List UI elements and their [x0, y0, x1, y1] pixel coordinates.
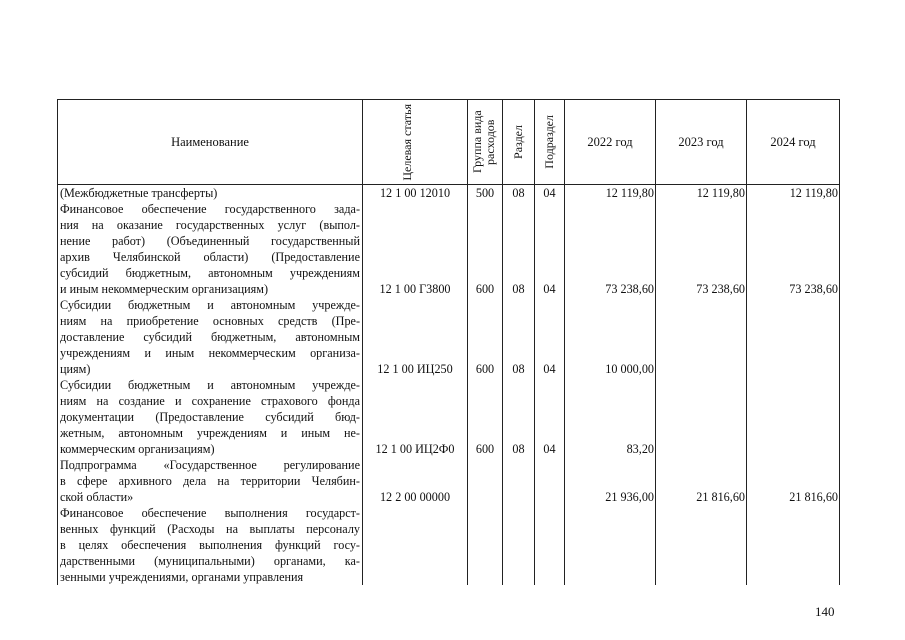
header-subsection: Подраздел: [542, 115, 556, 169]
row-name: [58, 377, 363, 457]
row-amount-2022: 10 000,00: [605, 362, 654, 376]
row-code: 12 1 00 ИЦ250: [377, 362, 453, 376]
row-name: [58, 201, 363, 297]
row-code-cell: [363, 201, 468, 297]
row-name-line: в сфере архивного дела на территории Челябин-: [60, 474, 360, 488]
row-amount-2024: [747, 569, 838, 585]
header-code-cell: [363, 100, 468, 185]
row-code-cell: [363, 377, 468, 457]
row-amount-2023-cell: [656, 505, 747, 585]
row-name-line: циям): [60, 362, 91, 376]
row-subsection-cell: [535, 201, 565, 297]
row-group: [468, 569, 502, 585]
row-amount-2024: 73 238,60: [789, 282, 838, 296]
row-amount-2023: [656, 441, 745, 457]
row-group: 600: [475, 282, 495, 296]
row-subsection: 04: [543, 442, 556, 456]
row-name-line: нение работ) (Объединенный государственный: [60, 234, 360, 248]
budget-table: [57, 99, 840, 585]
row-section-cell: [503, 185, 535, 202]
row-name-line: (Межбюджетные трансферты): [60, 186, 218, 200]
row-section-cell: [503, 297, 535, 377]
row-amount-2022-cell: [565, 297, 656, 377]
row-name-line: ниям на создание и сохранение страхового фонда: [60, 394, 360, 408]
row-subsection: [535, 569, 564, 585]
header-code: Целевая статья: [400, 103, 414, 181]
row-code-cell: [363, 185, 468, 202]
row-amount-2022: 83,20: [626, 442, 654, 456]
row-group: [468, 489, 502, 505]
header-name: Наименование: [58, 100, 363, 185]
row-section: 08: [512, 186, 525, 200]
row-section: 08: [512, 442, 525, 456]
row-name-line: доставление субсидий бюджетным, автономным: [60, 330, 360, 344]
row-code: 12 1 00 12010: [379, 186, 451, 200]
table-row: [58, 185, 840, 202]
row-group-cell: [468, 185, 503, 202]
row-group: 500: [475, 186, 495, 200]
row-name-line: учреждениям и иным некоммерческим организа-: [60, 346, 360, 360]
row-name-line: Субсидии бюджетным и автономным учрежде-: [60, 378, 360, 392]
row-amount-2023-cell: [656, 377, 747, 457]
row-name-line: субсидий бюджетным, автономным учреждениям: [60, 266, 360, 280]
row-amount-2023-cell: [656, 297, 747, 377]
row-amount-2024: [747, 441, 838, 457]
row-name-line: зенными учреждениями, органами управления: [60, 570, 304, 584]
row-amount-2022: 12 119,80: [605, 186, 654, 200]
row-code: 12 1 00 ИЦ2Ф0: [375, 442, 455, 456]
row-name-line: ниям на приобретение основных средств (Пре-: [60, 314, 360, 328]
row-subsection: 04: [543, 186, 556, 200]
row-section: [503, 489, 534, 505]
row-amount-2024-cell: [747, 201, 840, 297]
header-subsection-cell: [535, 100, 565, 185]
row-amount-2024-cell: [747, 297, 840, 377]
row-name-line: Финансовое обеспечение государственного зада-: [60, 202, 360, 216]
row-name-line: дарственными (муниципальными) органами, ка-: [60, 554, 360, 568]
row-code: 12 2 00 00000: [379, 490, 451, 504]
header-group-cell: [468, 100, 503, 185]
table-row: [58, 297, 840, 377]
row-amount-2024-cell: [747, 377, 840, 457]
row-name: [58, 457, 363, 505]
table-header: [58, 100, 840, 185]
row-amount-2022-cell: [565, 185, 656, 202]
row-section: [503, 569, 534, 585]
row-name-line: коммерческим организациям): [60, 442, 215, 456]
row-section-cell: [503, 201, 535, 297]
row-name-line: документации (Предоставление субсидий бюд-: [60, 410, 360, 424]
row-name-line: ния на оказание государственных услуг (выпол-: [60, 218, 360, 232]
row-subsection: 04: [543, 282, 556, 296]
row-group: 600: [475, 442, 495, 456]
header-group: Группа вида расходов: [470, 110, 497, 174]
row-amount-2023: 12 119,80: [696, 186, 745, 200]
row-amount-2022-cell: [565, 505, 656, 585]
row-subsection-cell: [535, 505, 565, 585]
row-subsection-cell: [535, 457, 565, 505]
row-code-cell: [363, 297, 468, 377]
row-group-cell: [468, 377, 503, 457]
header-section: Раздел: [511, 125, 525, 159]
row-amount-2022-cell: [565, 457, 656, 505]
row-name-line: и иным некоммерческим организациям): [60, 282, 269, 296]
row-amount-2024-cell: [747, 185, 840, 202]
header-2022: 2022 год: [565, 100, 656, 185]
row-section-cell: [503, 377, 535, 457]
table-row: [58, 377, 840, 457]
row-amount-2022: 73 238,60: [605, 282, 654, 296]
table-row: [58, 457, 840, 505]
row-subsection-cell: [535, 377, 565, 457]
row-name-line: архив Челябинской области) (Предоставление: [60, 250, 360, 264]
row-group-cell: [468, 457, 503, 505]
row-amount-2024: 21 816,60: [789, 490, 838, 504]
row-amount-2023: 73 238,60: [696, 282, 745, 296]
row-amount-2022-cell: [565, 201, 656, 297]
row-group: 600: [475, 362, 495, 376]
row-amount-2023: [656, 569, 745, 585]
row-amount-2024: [747, 361, 838, 377]
row-subsection-cell: [535, 297, 565, 377]
row-section-cell: [503, 457, 535, 505]
row-amount-2022: [565, 569, 654, 585]
row-amount-2024: 12 119,80: [789, 186, 838, 200]
header-section-cell: [503, 100, 535, 185]
row-name-line: ской области»: [60, 490, 134, 504]
row-name-line: Субсидии бюджетным и автономным учрежде-: [60, 298, 360, 312]
table-row: [58, 201, 840, 297]
row-name-line: Подпрограмма «Государственное регулирование: [60, 458, 360, 472]
row-name-line: Финансовое обеспечение выполнения государст-: [60, 506, 360, 520]
row-amount-2023-cell: [656, 457, 747, 505]
header-2023: 2023 год: [656, 100, 747, 185]
row-name: [58, 297, 363, 377]
row-subsection-cell: [535, 185, 565, 202]
table-body: [58, 185, 840, 586]
row-amount-2023-cell: [656, 201, 747, 297]
row-name-line: в целях обеспечения выполнения функций госу-: [60, 538, 360, 552]
row-code-cell: [363, 505, 468, 585]
row-amount-2023-cell: [656, 185, 747, 202]
row-group-cell: [468, 201, 503, 297]
row-amount-2022-cell: [565, 377, 656, 457]
row-name-line: жетным, автономным учреждениям и иным не-: [60, 426, 360, 440]
row-code-cell: [363, 457, 468, 505]
row-group-cell: [468, 505, 503, 585]
header-2024: 2024 год: [747, 100, 840, 185]
row-amount-2022: 21 936,00: [605, 490, 654, 504]
row-name: [58, 505, 363, 585]
row-code: 12 1 00 Г3800: [379, 282, 451, 296]
row-section-cell: [503, 505, 535, 585]
row-section: 08: [512, 362, 525, 376]
row-name: [58, 185, 363, 202]
row-amount-2024-cell: [747, 505, 840, 585]
row-code: [363, 569, 467, 585]
page-number: 140: [815, 604, 835, 619]
row-amount-2023: 21 816,60: [696, 490, 745, 504]
table-row: [58, 505, 840, 585]
row-name-line: венных функций (Расходы на выплаты персоналу: [60, 522, 360, 536]
row-amount-2024-cell: [747, 457, 840, 505]
row-section: 08: [512, 282, 525, 296]
row-amount-2023: [656, 361, 745, 377]
row-subsection: [535, 489, 564, 505]
row-subsection: 04: [543, 362, 556, 376]
row-group-cell: [468, 297, 503, 377]
